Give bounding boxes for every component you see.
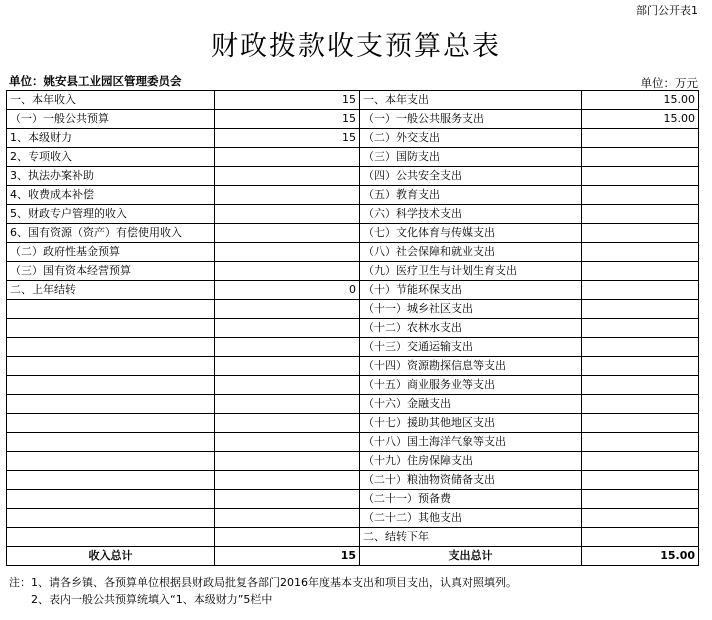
table-row: [7, 319, 699, 338]
income-item-cell: [7, 319, 215, 338]
income-value-cell: [215, 224, 360, 243]
income-value-cell: [215, 167, 360, 186]
income-item-cell: [7, 300, 215, 319]
table-row: [7, 262, 699, 281]
footnote-line: 注：1、请各乡镇、各预算单位根据县财政局批复各部门2016年度基本支出和项目支出，认真对照填列。: [9, 576, 517, 589]
income-item-cell: 6、国有资源（资产）有偿使用收入: [7, 224, 215, 243]
table-row: [7, 186, 699, 205]
income-value-cell: [215, 148, 360, 167]
income-item-cell: 一、本年收入: [7, 91, 215, 110]
income-value-cell: [215, 319, 360, 338]
income-item-cell: 3、执法办案补助: [7, 167, 215, 186]
table-row: [7, 300, 699, 319]
table-row: [7, 148, 699, 167]
income-value-cell: [215, 452, 360, 471]
income-total-value: 15: [215, 547, 360, 566]
income-value-cell: 15: [215, 91, 360, 110]
expense-item-cell: （四）公共安全支出: [360, 167, 582, 186]
table-row: [7, 433, 699, 452]
income-item-cell: 1、本级财力: [7, 129, 215, 148]
budget-table: [6, 90, 699, 566]
income-value-cell: [215, 433, 360, 452]
income-value-cell: [215, 414, 360, 433]
expense-item-cell: （二）外交支出: [360, 129, 582, 148]
income-value-cell: [215, 395, 360, 414]
income-value-cell: 0: [215, 281, 360, 300]
expense-item-cell: （八）社会保障和就业支出: [360, 243, 582, 262]
income-item-cell: [7, 471, 215, 490]
expense-item-cell: （十一）城乡社区支出: [360, 300, 582, 319]
income-item-cell: [7, 414, 215, 433]
expense-value-cell: [582, 186, 699, 205]
form-number-label: 部门公开表1: [636, 4, 698, 17]
expense-item-cell: （九）医疗卫生与计划生育支出: [360, 262, 582, 281]
income-item-cell: [7, 490, 215, 509]
expense-value-cell: 15.00: [582, 91, 699, 110]
expense-value-cell: [582, 205, 699, 224]
table-row: [7, 110, 699, 129]
totals-row: [7, 547, 699, 566]
table-row: [7, 452, 699, 471]
income-value-cell: [215, 509, 360, 528]
income-value-cell: [215, 205, 360, 224]
table-row: [7, 281, 699, 300]
income-item-cell: 4、收费成本补偿: [7, 186, 215, 205]
expense-item-cell: （十）节能环保支出: [360, 281, 582, 300]
expense-value-cell: 15.00: [582, 110, 699, 129]
expense-value-cell: [582, 281, 699, 300]
expense-item-cell: 二、结转下年: [360, 528, 582, 547]
expense-item-cell: （十四）资源勘探信息等支出: [360, 357, 582, 376]
expense-value-cell: [582, 357, 699, 376]
income-item-cell: [7, 338, 215, 357]
income-item-cell: [7, 433, 215, 452]
expense-item-cell: （十七）援助其他地区支出: [360, 414, 582, 433]
expense-item-cell: （十二）农林水支出: [360, 319, 582, 338]
income-item-cell: 5、财政专户管理的收入: [7, 205, 215, 224]
expense-value-cell: [582, 319, 699, 338]
expense-item-cell: （五）教育支出: [360, 186, 582, 205]
expense-item-cell: （十五）商业服务业等支出: [360, 376, 582, 395]
income-value-cell: [215, 338, 360, 357]
expense-value-cell: [582, 148, 699, 167]
expense-item-cell: （二十）粮油物资储备支出: [360, 471, 582, 490]
income-value-cell: [215, 300, 360, 319]
expense-value-cell: [582, 395, 699, 414]
table-row: [7, 395, 699, 414]
expense-value-cell: [582, 414, 699, 433]
income-item-cell: [7, 509, 215, 528]
income-value-cell: [215, 262, 360, 281]
income-item-cell: [7, 528, 215, 547]
income-value-cell: [215, 357, 360, 376]
currency-unit-label: 单位：万元: [640, 76, 698, 90]
income-value-cell: [215, 186, 360, 205]
table-row: [7, 91, 699, 110]
table-row: [7, 224, 699, 243]
expense-value-cell: [582, 509, 699, 528]
expense-value-cell: [582, 452, 699, 471]
income-item-cell: [7, 357, 215, 376]
expense-value-cell: [582, 471, 699, 490]
income-value-cell: 15: [215, 110, 360, 129]
organization-label: 单位：姚安县工业园区管理委员会: [9, 74, 182, 88]
expense-value-cell: [582, 129, 699, 148]
expense-total-value: 15.00: [582, 547, 699, 566]
expense-value-cell: [582, 300, 699, 319]
expense-item-cell: （十九）住房保障支出: [360, 452, 582, 471]
income-item-cell: （三）国有资本经营预算: [7, 262, 215, 281]
page-title: 财政拨款收支预算总表: [211, 31, 501, 62]
budget-table-body: [7, 91, 699, 547]
income-value-cell: 15: [215, 129, 360, 148]
expense-value-cell: [582, 224, 699, 243]
expense-item-cell: （十六）金融支出: [360, 395, 582, 414]
income-item-cell: （一）一般公共预算: [7, 110, 215, 129]
expense-item-cell: （七）文化体育与传媒支出: [360, 224, 582, 243]
income-item-cell: [7, 376, 215, 395]
income-item-cell: [7, 452, 215, 471]
expense-item-cell: （一）一般公共服务支出: [360, 110, 582, 129]
table-row: [7, 471, 699, 490]
expense-value-cell: [582, 490, 699, 509]
expense-value-cell: [582, 167, 699, 186]
expense-total-label: 支出总计: [360, 547, 582, 566]
table-row: [7, 205, 699, 224]
table-row: [7, 414, 699, 433]
income-value-cell: [215, 376, 360, 395]
expense-value-cell: [582, 376, 699, 395]
table-row: [7, 129, 699, 148]
income-item-cell: （二）政府性基金预算: [7, 243, 215, 262]
footnote-line: 2、表内一般公共预算统填入“1、本级财力”5栏中: [9, 593, 273, 606]
table-row: [7, 338, 699, 357]
table-row: [7, 490, 699, 509]
table-row: [7, 243, 699, 262]
expense-item-cell: 一、本年支出: [360, 91, 582, 110]
income-item-cell: 2、专项收入: [7, 148, 215, 167]
expense-item-cell: （六）科学技术支出: [360, 205, 582, 224]
income-value-cell: [215, 528, 360, 547]
expense-item-cell: （十八）国土海洋气象等支出: [360, 433, 582, 452]
expense-item-cell: （十三）交通运输支出: [360, 338, 582, 357]
expense-value-cell: [582, 338, 699, 357]
income-value-cell: [215, 243, 360, 262]
expense-item-cell: （二十二）其他支出: [360, 509, 582, 528]
income-total-label: 收入总计: [7, 547, 215, 566]
table-row: [7, 509, 699, 528]
table-row: [7, 528, 699, 547]
expense-value-cell: [582, 433, 699, 452]
table-row: [7, 167, 699, 186]
expense-item-cell: （三）国防支出: [360, 148, 582, 167]
income-value-cell: [215, 490, 360, 509]
income-value-cell: [215, 471, 360, 490]
expense-value-cell: [582, 528, 699, 547]
expense-value-cell: [582, 243, 699, 262]
table-row: [7, 357, 699, 376]
income-item-cell: 二、上年结转: [7, 281, 215, 300]
expense-item-cell: （二十一）预备费: [360, 490, 582, 509]
table-row: [7, 376, 699, 395]
income-item-cell: [7, 395, 215, 414]
expense-value-cell: [582, 262, 699, 281]
footnotes: [9, 574, 517, 608]
